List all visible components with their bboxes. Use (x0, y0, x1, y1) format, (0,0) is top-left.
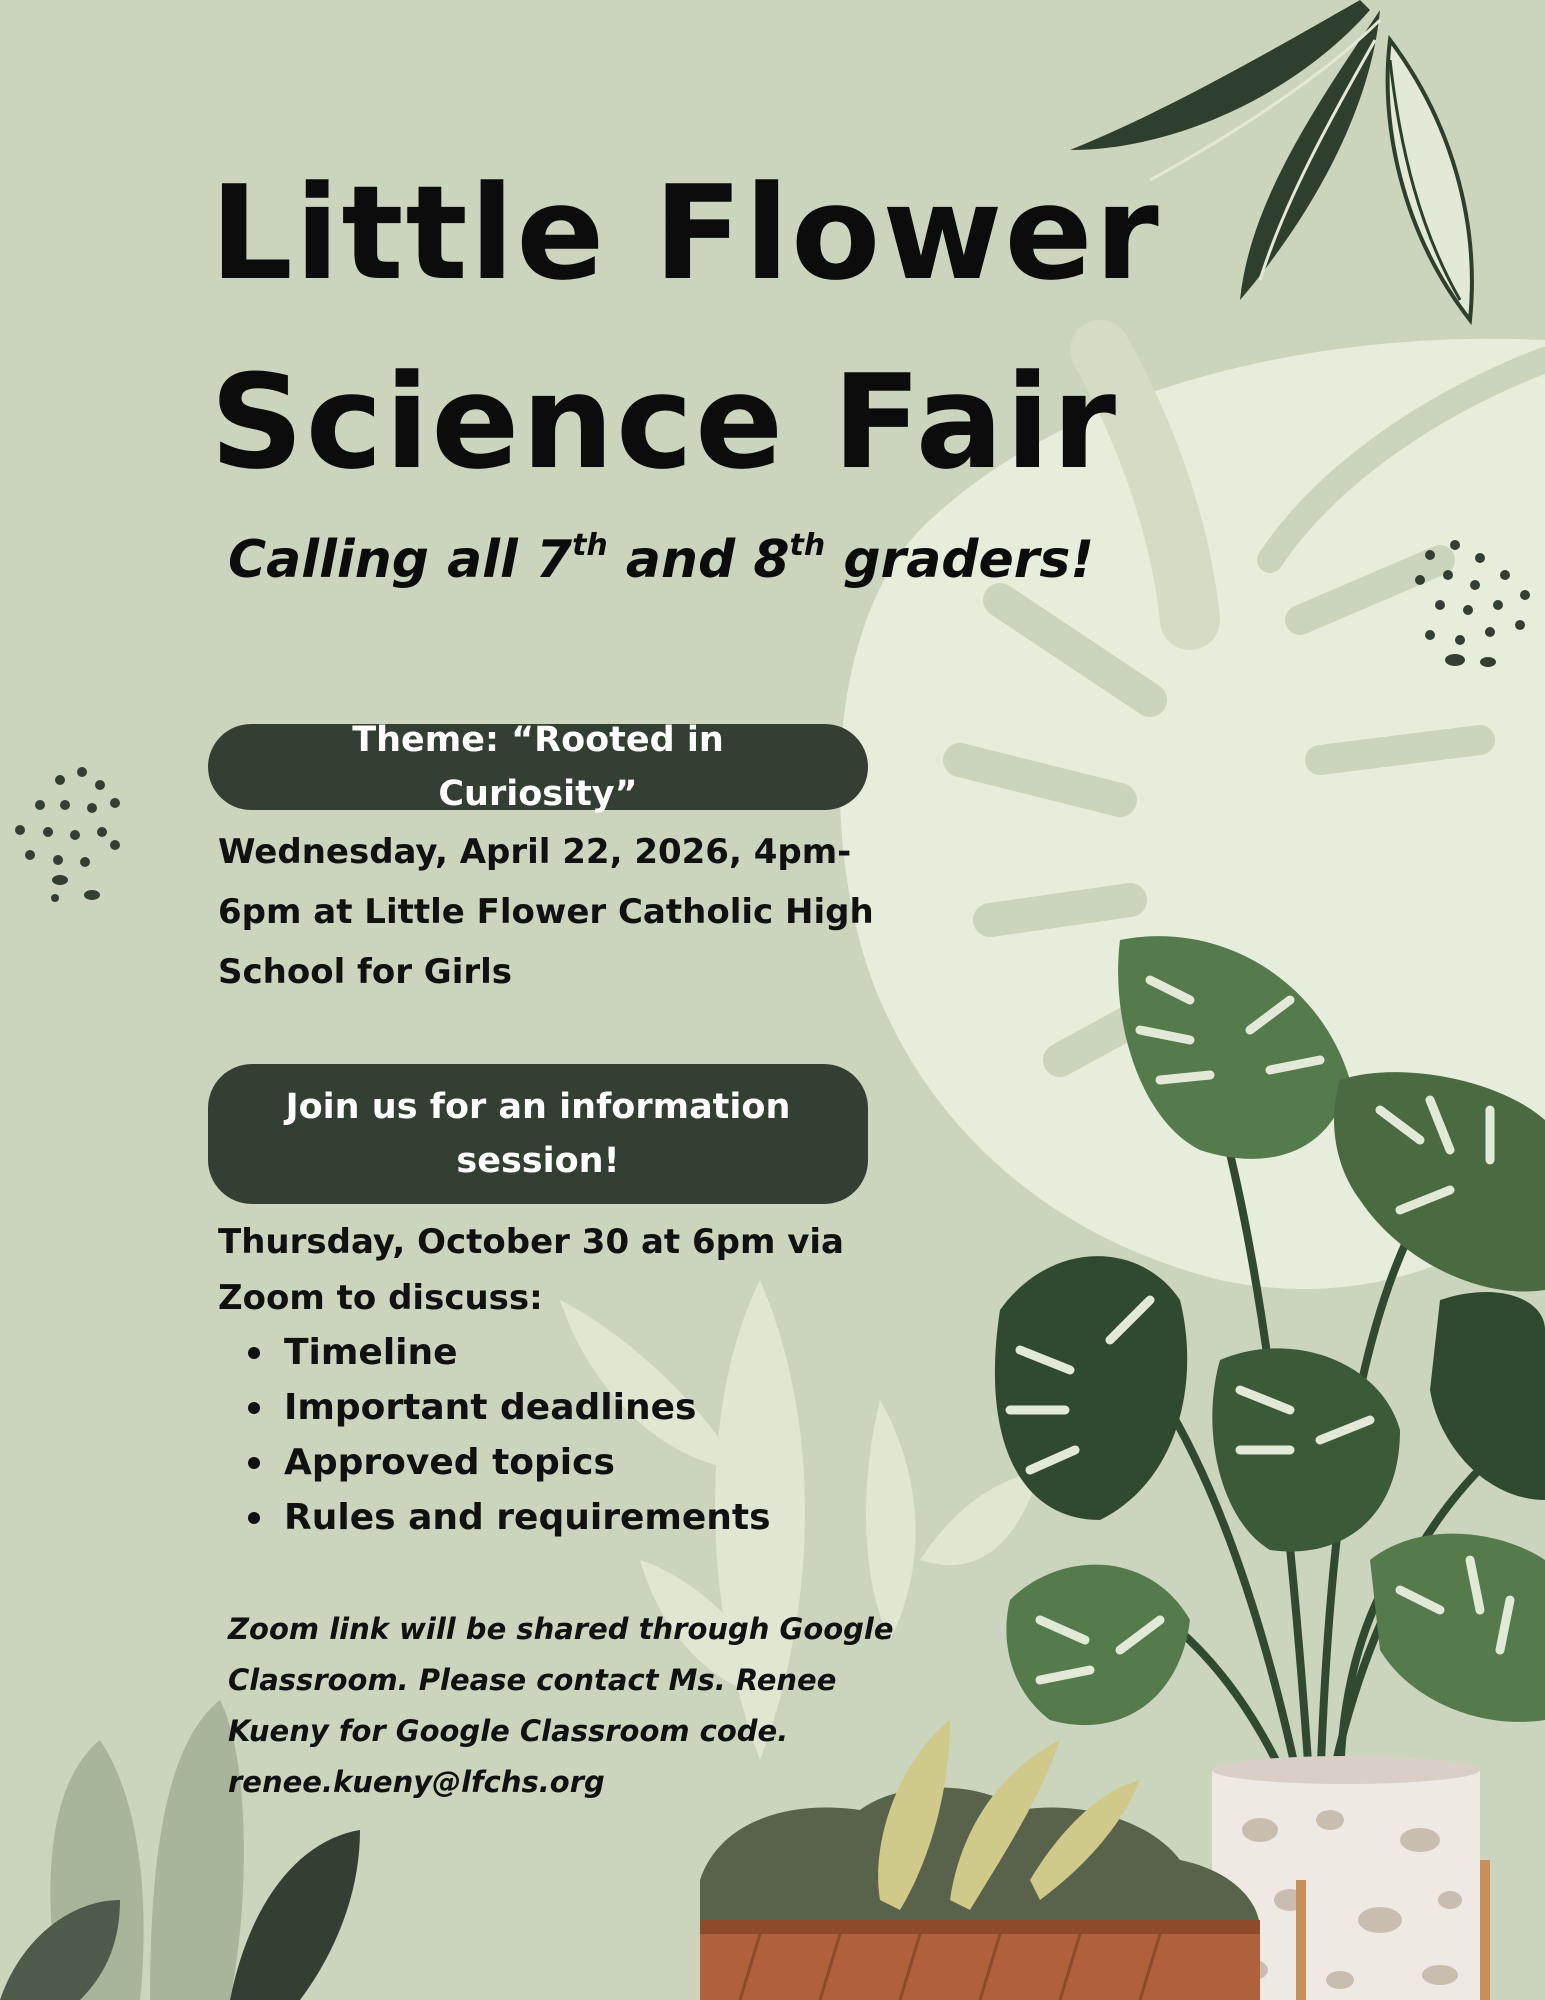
session-details (218, 1214, 938, 1326)
info-session-label: Join us for an information session! (285, 1087, 791, 1181)
contact-email: renee.kueny@lfchs.org (228, 1765, 605, 1799)
subtitle-part-3: graders! (825, 530, 1095, 590)
topic-label: Timeline (284, 1332, 458, 1373)
bullet-icon (248, 1347, 260, 1359)
list-item (242, 1490, 771, 1545)
bullet-icon (248, 1402, 260, 1414)
note-line: Classroom. Please contact Ms. Renee (228, 1663, 837, 1697)
event-details: Wednesday, April 22, 2026, 4pm-6pm at Little Flower Catholic High School for Girls (218, 832, 874, 992)
subtitle-part-1: Calling all 7 (228, 530, 573, 590)
list-item (242, 1380, 771, 1435)
discussion-topics-list (242, 1325, 771, 1545)
title-line-2: Science Fair (210, 346, 1119, 498)
subtitle-part-2: and 8 (607, 530, 790, 590)
dot-cluster (15, 767, 120, 902)
bullet-icon (248, 1457, 260, 1469)
theme-pill (208, 720, 868, 814)
session-details-line-2: Zoom to discuss: (218, 1278, 543, 1318)
topic-label: Important deadlines (284, 1387, 697, 1428)
note-line: Kueny for Google Classroom code. (228, 1714, 789, 1748)
zoom-link-note (228, 1604, 928, 1808)
title-line-1: Little Flower (210, 157, 1161, 309)
topic-label: Approved topics (284, 1442, 615, 1483)
topic-label: Rules and requirements (284, 1497, 771, 1538)
info-session-pill (208, 1064, 868, 1204)
session-details-line-1: Thursday, October 30 at 6pm via (218, 1222, 844, 1262)
subtitle (228, 530, 1094, 590)
note-line: Zoom link will be shared through Google (228, 1612, 894, 1646)
subtitle-superscript-2: th (789, 528, 826, 563)
subtitle-superscript-1: th (572, 528, 608, 563)
theme-label: Theme: “Rooted in Curiosity” (352, 720, 724, 814)
list-item (242, 1435, 771, 1490)
list-item (242, 1325, 771, 1380)
bullet-icon (248, 1512, 260, 1524)
